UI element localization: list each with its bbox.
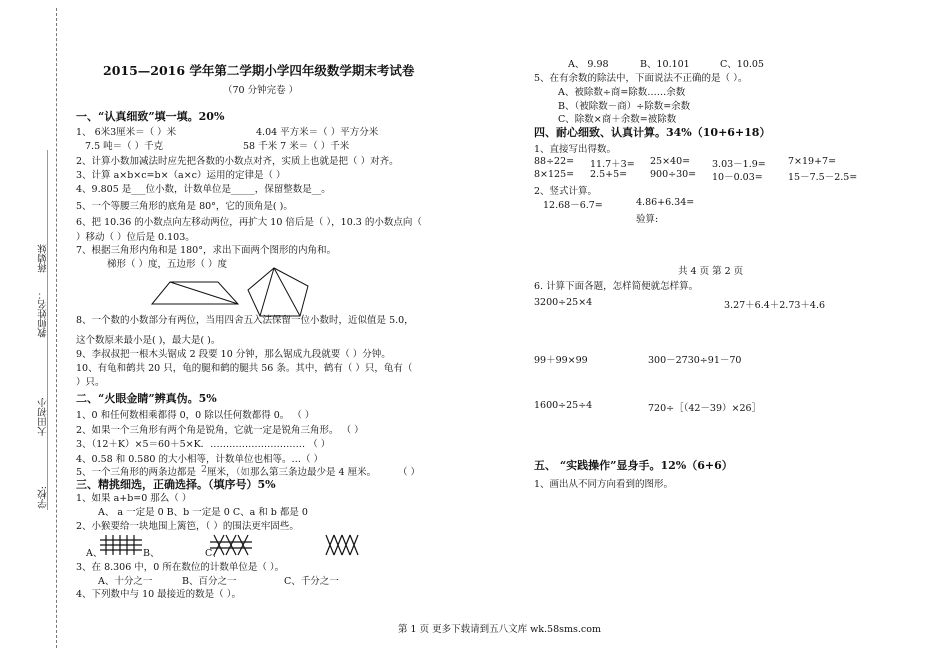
c5-option-b: B、（被除数－商）÷除数=余数 [558,101,691,112]
fence-grid-a-figure [100,534,144,556]
p1: 1、画出从不同方向看到的图形。 [534,479,674,490]
calc-r1-c5: 7×19+7= [788,156,837,167]
k2c: 验算: [636,214,659,225]
expr-1: 3200÷25×4 [534,297,593,308]
expr-6: 720÷［（42－39）×26］ [648,403,762,414]
school-label: 学校: [38,486,49,509]
expr-5: 1600÷25÷4 [534,400,593,411]
section-1-heading: 一、“认真细致”填一填。20% [76,110,225,123]
q10a: 10、有龟和鹤共 20 只，龟的腿和鹤的腿共 56 条。其中，鹤有（ ）只，龟有（ [76,363,413,374]
c2-option-a: A、 [86,548,103,559]
section-2-heading: 二、“火眼金睛”辨真伪。5% [76,392,217,405]
j1: 1、0 和任何数相乘都得 0，0 除以任何数都得 0。 （ ） [76,410,315,421]
calc-r2-c2: 2.5+5= [590,169,628,180]
calc-r1-c4: 3.03－1.9= [712,159,766,170]
rater-label: 大田初小 [38,398,49,436]
c3-option-b: B、百分之一 [182,576,237,587]
j4: 4、0.58 和 0.580 的大小相等，计数单位也相等。…（ ） [76,454,323,465]
j5-answer: （ ） [398,467,421,478]
q4: 4、9.805 是___位小数，计数单位是_____，保留整数是__。 [76,184,331,195]
c5-option-a: A、被除数÷商=除数……余数 [558,87,686,98]
footer-text: 第 1 页 更多下载请到五八文库 wk.58sms.com [398,624,601,635]
calc-r1-c2: 11.7＋3= [590,159,635,170]
c1: 1、如果 a+b=0 那么（ ） [76,493,192,504]
q1c: 7.5 吨＝（ ）千克 [85,141,164,152]
calc-r2-c4: 10－0.03= [712,172,763,183]
q1a: 1、 6米3厘米＝（ ）米 [76,127,177,138]
teacher-name: 蒋婧妹 [38,244,49,273]
k2b: 4.86+6.34= [636,197,695,208]
q5: 5、一个等腰三角形的底角是 80°，它的顶角是( )。 [76,201,293,212]
c5: 5、在有余数的除法中，下面说法不正确的是（ ）。 [534,73,748,84]
binding-dashed-line [56,8,57,648]
fence-diamond-figure [324,534,364,556]
j5-overlap-1: 2 [201,464,208,475]
c4: 4、下列数中与 10 最接近的数是（ ）。 [76,589,241,600]
q6b: ）移动（ ）位后是 0.103。 [76,232,195,243]
q9: 9、李叔叔把一根木头锯成 2 段要 10 分钟，那么锯成九段就要（ ）分钟。 [76,349,391,360]
c2-option-c: C、 [205,548,222,559]
j2: 2、如果一个三角形有两个角是锐角，它就一定是锐角三角形。 （ ） [76,425,364,436]
expr-3: 99＋99×99 [534,355,588,366]
j5-part1: 5、一个三角形的两条边都是 [76,467,197,478]
calc-r2-c5: 15－7.5－2.5= [788,172,858,183]
j5-part2: 厘米， [207,467,236,478]
c4-option-a: A、 9.98 [568,59,609,70]
k1: 1、直接写出得数。 [534,144,617,155]
calc-r1-c3: 25×40= [650,156,691,167]
k6: 6. 计算下面各题，怎样简便就怎样算。 [534,281,699,292]
q3: 3、计算 a×b×c=b×（a×c）运用的定律是（ ） [76,170,286,181]
fence-cross-c-figure [210,534,254,556]
j5-part3: 那么第三条边最少是 4 厘米。 [250,467,377,478]
q2: 2、计算小数加减法时应先把各数的小数点对齐，实质上也就是把（ ）对齐。 [76,156,399,167]
q1d: 58 千米 7 米＝（ ）千米 [243,141,350,152]
c3-option-c: C、千分之一 [284,576,339,587]
k2: 2、竖式计算。 [534,186,598,197]
k2a: 12.68－6.7= [543,200,603,211]
calc-r1-c1: 88÷22= [534,156,575,167]
c4-option-b: B、10.101 [640,59,690,70]
q8b: 这个数原来最小是( )，最大是( )。 [76,335,221,346]
c5-option-c: C、除数×商＋余数=被除数 [558,114,677,125]
c3-option-a: A、十分之一 [98,576,153,587]
calc-r2-c3: 900÷30= [650,169,697,180]
j5-overlap-2: （如 [231,467,251,478]
c4-option-c: C、10.05 [720,59,764,70]
trapezoid-figure [150,278,240,308]
c3: 3、在 8.306 中，0 所在数位的计数单位是（ ）。 [76,562,285,573]
section-5-heading: 五、 “实践操作”显身手。12%（6+6） [534,459,733,472]
section-4-heading: 四、耐心细致、认真计算。34%（10+6+18） [534,126,771,139]
expr-2: 3.27＋6.4＋2.73＋4.6 [724,300,826,311]
expr-4: 300－2730÷91－70 [648,355,742,366]
teacher-label: 教师姓名： [38,290,49,338]
exam-time: （70 分钟完卷 ） [223,85,299,96]
c2-option-b: B、 [143,548,160,559]
page-indicator: 共 4 页 第 2 页 [678,266,744,277]
q7b: 梯形（ ）度，五边形（ ）度 [107,259,228,270]
c1-options: A、 a 一定是 0 B、b 一定是 0 C、a 和 b 都是 0 [98,507,308,518]
c2: 2、小猴要给一块地围上篱笆，（ ）的围法更牢固些。 [76,521,299,532]
q6a: 6、把 10.36 的小数点向左移动两位，再扩大 10 倍后是（ ），10.3 的小数点向（ [76,217,422,228]
q10b: ）只。 [76,377,105,388]
section-3-heading: 三、精挑细选，正确选择。（填序号）5% [76,478,276,491]
exam-title: 2015—2016 学年第二学期小学四年级数学期末考试卷 [103,63,415,78]
calc-r2-c1: 8×125= [534,169,575,180]
q8a: 8、一个数的小数部分有两位，当用四舍五入法保留一位小数时，近似值是 5.0， [76,315,414,326]
q7a: 7、根据三角形内角和是 180°，求出下面两个图形的内角和。 [76,245,336,256]
q1b: 4.04 平方米＝（ ）平方分米 [256,127,379,138]
j3: 3、（12＋K）×5＝60＋5×K．………………………… （ ） [76,439,331,450]
